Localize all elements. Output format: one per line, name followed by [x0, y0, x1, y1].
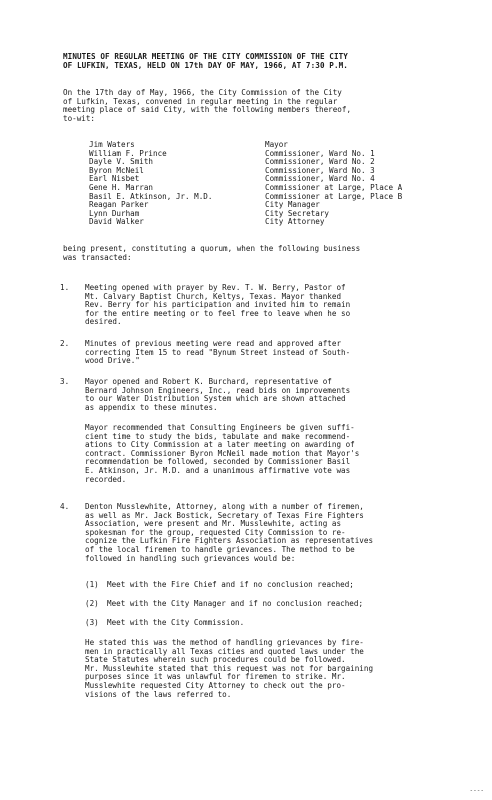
- quorum-paragraph: [63, 245, 360, 262]
- member-role: Commissioner, Ward No. 2: [265, 157, 375, 167]
- member-name: Jim Waters: [89, 140, 135, 149]
- member-role: City Manager: [265, 200, 320, 210]
- item-line: spokesman for the group, requested City Commission to re-: [85, 527, 346, 537]
- member-role: Commissioner at Large, Place A: [265, 182, 403, 192]
- item-line: ations to City Commission at a later meeting on awarding of: [85, 440, 355, 450]
- item-line: Bernard Johnson Engineers, Inc., read bids on improvements: [85, 385, 351, 395]
- item-line: Rev. Berry for his participation and invited him to remain: [85, 300, 351, 310]
- item-line: Meeting opened with prayer by Rev. T. W. Berry, Pastor of: [85, 283, 346, 292]
- agenda-item-1: [60, 284, 350, 327]
- member-role: Commissioner, Ward No. 4: [265, 174, 375, 184]
- page-stamp: ----: [469, 787, 484, 795]
- item-line: cognize the Lufkin Fire Fighters Association as representatives: [85, 536, 374, 546]
- member-name: Basil E. Atkinson, Jr. M.D.: [89, 191, 213, 201]
- item-text: [85, 503, 373, 563]
- member-name: Reagan Parker: [89, 200, 149, 210]
- minutes-title: [63, 53, 443, 70]
- item-line: contract. Commissioner Byron McNeil made motion that Mayor's: [85, 448, 360, 458]
- step-number: (3): [85, 618, 99, 627]
- item-line: He stated this was the method of handling grievances by fire-: [85, 638, 364, 647]
- agenda-item-4-closing: [85, 639, 373, 699]
- title-line-2: OF LUFKIN, TEXAS, HELD ON 17th DAY OF MAY, 1966, AT 7:30 P.M.: [63, 60, 348, 70]
- item-line: Mr. Musslewhite stated that this request was not for bargaining: [85, 663, 374, 673]
- item-line: Mayor opened and Robert K. Burchard, representative of: [85, 377, 332, 386]
- item-text: [85, 284, 350, 327]
- agenda-item-3: [60, 378, 350, 412]
- step-text: Meet with the City Manager and if no conclusion reached;: [107, 599, 364, 608]
- intro-line: of Lufkin, Texas, convened in regular meeting in the regular: [63, 96, 338, 106]
- item-line: Denton Musslewhite, Attorney, along with a number of firemen,: [85, 502, 364, 511]
- item-text: [85, 378, 350, 412]
- item-line: Mayor recommended that Consulting Engineers be given suffi-: [85, 423, 355, 432]
- agenda-item-2: [60, 340, 350, 366]
- item-line: for the entire meeting or to feel free to leave when he so: [85, 308, 351, 318]
- member-row: [89, 218, 492, 227]
- member-role: City Secretary: [265, 208, 330, 218]
- item-line: purposes since it was unlawful for firemen to strike. Mr.: [85, 672, 346, 682]
- item-line: as well as Mr. Jack Bostick, Secretary of Texas Fire Fighters: [85, 510, 364, 520]
- quorum-line: being present, constituting a quorum, when the following business: [63, 244, 361, 253]
- member-name: David Walker: [89, 217, 144, 227]
- intro-line: On the 17th day of May, 1966, the City Commission of the City: [63, 88, 342, 97]
- intro-line: to-wit:: [63, 113, 96, 123]
- member-name: Lynn Durham: [89, 208, 140, 218]
- item-text: [85, 340, 350, 366]
- member-name: Earl Nisbet: [89, 174, 140, 184]
- item-line: desired.: [85, 317, 122, 327]
- member-name: Dayle V. Smith: [89, 157, 154, 167]
- intro-line: meeting place of said City, with the following members thereof,: [63, 105, 352, 115]
- item-number: 3.: [60, 377, 70, 386]
- member-role: Mayor: [265, 140, 288, 149]
- step-text: Meet with the City Commission.: [107, 618, 245, 627]
- item-line: E. Atkinson, Jr. M.D. and a unanimous affirmative vote was: [85, 465, 351, 475]
- member-name: Gene H. Marran: [89, 182, 154, 192]
- item-text: [85, 424, 359, 484]
- item-number: 2.: [60, 339, 70, 348]
- item-line: visions of the laws referred to.: [85, 689, 232, 699]
- item-line: to our Water Distribution System which are shown attached: [85, 394, 346, 404]
- item-line: recorded.: [85, 474, 127, 484]
- procedure-step: [85, 619, 244, 628]
- member-name: Byron McNeil: [89, 165, 144, 175]
- item-line: Musslewhite requested City Attorney to check out the pro-: [85, 680, 346, 690]
- item-line: correcting Item 15 to read "Bynum Street instead of South-: [85, 347, 351, 357]
- procedure-step: [85, 581, 354, 590]
- members-list: [89, 141, 492, 227]
- item-number: 4.: [60, 502, 70, 511]
- item-line: of the local firemen to handle grievances. The method to be: [85, 544, 355, 554]
- member-role: Commissioner at Large, Place B: [265, 191, 403, 201]
- title-line-1: MINUTES OF REGULAR MEETING OF THE CITY COMMISSION OF THE CITY: [63, 52, 348, 61]
- item-line: Association, were present and Mr. Musslewhite, acting as: [85, 519, 342, 529]
- item-number: 1.: [60, 283, 70, 292]
- step-number: (2): [85, 599, 99, 608]
- item-line: followed in handling such grievances would be:: [85, 553, 296, 563]
- item-line: recommendation be followed, seconded by Commissioner Basil: [85, 457, 351, 467]
- quorum-line: was transacted:: [63, 252, 132, 262]
- item-line: men in practically all Texas cities and quoted laws under the: [85, 646, 364, 656]
- member-name: William F. Prince: [89, 148, 167, 158]
- agenda-item-4: [60, 503, 373, 563]
- item-line: Mt. Calvary Baptist Church, Keltys, Texas. Mayor thanked: [85, 291, 342, 301]
- agenda-item-3-continuation: [85, 424, 359, 484]
- intro-paragraph: [63, 89, 351, 123]
- member-role: City Attorney: [265, 217, 325, 227]
- member-role: Commissioner, Ward No. 1: [265, 148, 375, 158]
- item-line: cient time to study the bids, tabulate and make recommend-: [85, 431, 351, 441]
- member-role: Commissioner, Ward No. 3: [265, 165, 375, 175]
- step-number: (1): [85, 580, 99, 589]
- item-line: Minutes of previous meeting were read and approved after: [85, 339, 342, 348]
- procedure-step: [85, 600, 363, 609]
- step-text: Meet with the Fire Chief and if no conclusion reached;: [107, 580, 354, 589]
- item-line: State Statutes wherein such procedures could be followed.: [85, 655, 346, 665]
- item-line: wood Drive.": [85, 356, 140, 366]
- item-line: as appendix to these minutes.: [85, 402, 218, 412]
